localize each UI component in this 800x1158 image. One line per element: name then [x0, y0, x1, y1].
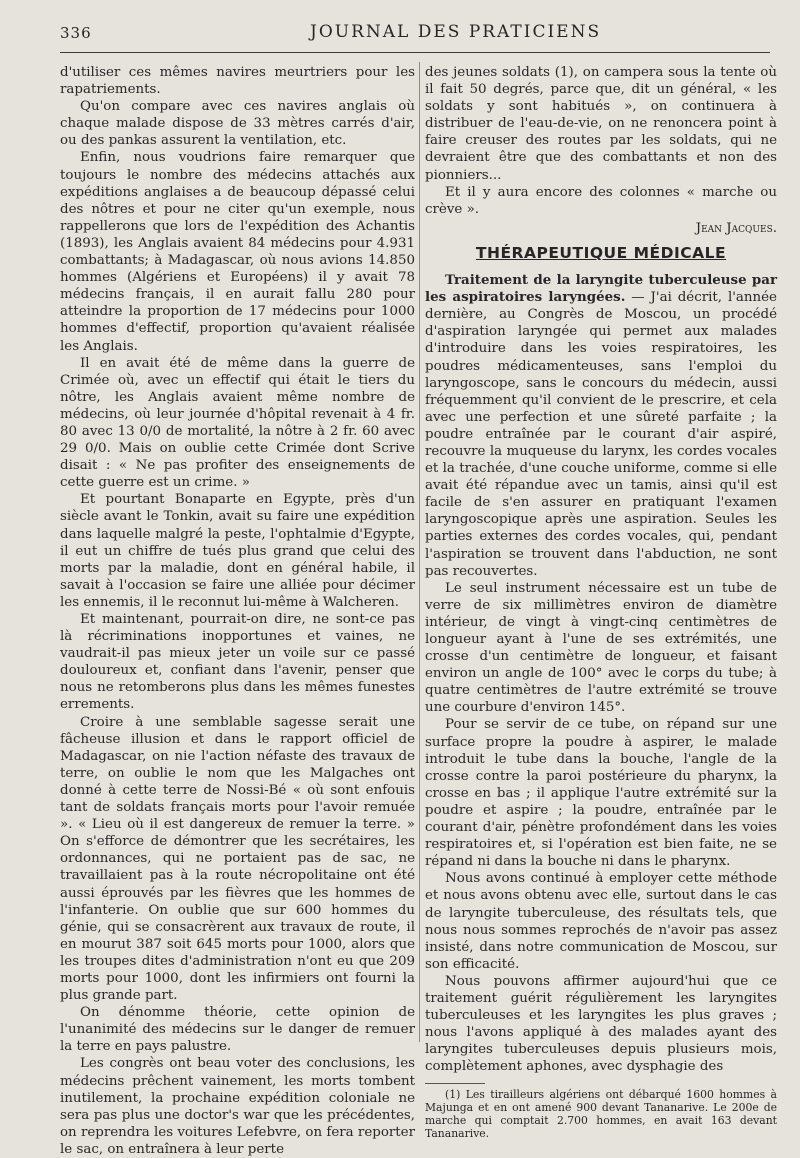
paragraph: Il en avait été de même dans la guerre de Crimée où, avec un effectif qui était le tiers du nôtre, les Anglais avaient même nombre de médecins, où leur journée d'hôpital revenait à 4 fr. 80 avec 13 0/0 de mortalité, la nôtre à 2 fr. 60 avec 29 0/0. Mais on oublie cette Crimée dont Scrive disait : « Ne pas profiter des enseignements de cette guerre est un crime. »: [60, 355, 415, 491]
paragraph: On dénomme théorie, cette opinion de l'unanimité des médecins sur le danger de remuer la terre en pays palustre.: [60, 1005, 415, 1055]
section-heading: THÉRAPEUTIQUE MÉDICALE: [475, 243, 727, 262]
paragraph: d'utiliser ces mêmes navires meurtriers pour les rapatriements.: [60, 65, 415, 98]
paragraph: Le seul instrument nécessaire est un tube de verre de six millimètres environ de diamètre intérieur, de vingt à vingt-cinq centimètres de longueur ayant à l'une de ses extrémités, une crosse d'un centimètre de longueur, et faisant environ un angle de 100° avec le corps du tube; à quatre centimètres de l'autre extrémité se trouve une courbure d'environ 145°.: [425, 580, 777, 716]
paragraph: Et il y aura encore des colonnes « marche ou crève ».: [425, 184, 777, 217]
paragraph: Pour se servir de ce tube, on répand sur une surface propre la poudre à aspirer, le malade introduit le tube dans la bouche, l'angle de la crosse contre la paroi postérieure du pharynx, la crosse en bas ; il applique l'autre extrémité sur la poudre et aspire ; la poudre, entraînée par le courant d'air, pénètre profondément dans les voies respiratoires et, si l'opération est bien faite, ne se répand ni dans la bouche ni dans le pharynx.: [425, 717, 777, 870]
article-title: Traitement de la laryngite tuberculeuse par les aspiratoires laryngées.: [425, 272, 777, 306]
paragraph: Nous pouvons affirmer aujourd'hui que ce traitement guérit régulièrement les laryngites tuberculeuses et les laryngites les plus graves ; nous l'avons appliqué à des malades ayant des laryngites tuberculeuses depuis plusieurs mois, complètement aphones, avec dysphagie des: [425, 973, 777, 1075]
paragraph: Enfin, nous voudrions faire remarquer que toujours le nombre des médecins attachés aux expéditions anglaises a de beaucoup dépassé celui des nôtres et pour ne citer qu'un exemple, nous rappellerons que lors de l'expédition des Achantis (1893), les Anglais avaient 84 médecins pour 4.931 combattants; à Madagascar, où nous avions 14.850 hommes (Algériens et Européens) il y avait 78 médecins français, il en aurait fallu 280 pour atteindre la proportion de 17 médecins pour 1000 hommes d'effectif, proportion qu'avaient réalisée les Anglais.: [60, 150, 415, 354]
article-lead-paragraph: [425, 272, 777, 580]
footnote-rule: [425, 1083, 485, 1084]
author-signature: Jean Jacques.: [695, 220, 777, 236]
right-column: [425, 64, 777, 1140]
journal-title: JOURNAL DES PRATICIENS: [310, 22, 602, 42]
left-column: [60, 64, 415, 1158]
paragraph: Nous avons continué à employer cette méthode et nous avons obtenu avec elle, surtout dans le cas de laryngite tuberculeuse, des résultats tels, que nous nous sommes reprochés de n'avoir pas assez insisté, dans notre communication de Moscou, sur son efficacité.: [425, 871, 777, 972]
article-lead-text: — J'ai décrit, l'année dernière, au Congrès de Moscou, un procédé d'aspiration laryngée qui permet aux malades d'introduire dans les voies respiratoires, les poudres médicamenteuses, sans l'emploi du laryngoscope, sans le concours du médecin, aussi fréquemment qu'il convient de le prescrire, et cela avec une perfection et une sûreté parfaite ; la poudre entraînée par le courant d'air aspiré, recouvre la muqueuse du larynx, les cordes vocales et la trachée, d'une couche uniforme, comme si elle avait été répandue avec un tamis, ainsi qu'il est facile de s'en assurer en pratiquant l'examen laryngoscopique après une aspiration. Seules les parties externes des cordes vocales, qui, pendant l'aspiration se trouvent dans l'abduction, ne sont pas recouvertes.: [425, 290, 777, 579]
paragraph: Croire à une semblable sagesse serait une fâcheuse illusion et dans le rapport officiel de Madagascar, on nie l'action néfaste des travaux de terre, on oublie le nom que les Malgaches ont donné à cette terre de Nossi-Bé « où sont enfouis tant de soldats français morts pour l'avoir remuée ». « Lieu où il est dangereux de remuer la terre. » On s'efforce de démontrer que les secrétaires, les ordonnances, qui ne portaient pas de sac, ne travaillaient pas à la route nécropolitaine ont été aussi éprouvés par les fièvres que les hommes de l'infanterie. On oublie que sur 600 hommes du génie, qui se consacrèrent aux travaux de route, il en mourut 387 soit 645 morts pour 1000, alors que les troupes dites d'administration n'ont eu que 209 morts pour 1000, dont les infirmiers ont fourni la plus grande part.: [60, 714, 415, 1004]
paragraph: Qu'on compare avec ces navires anglais où chaque malade dispose de 33 mètres carrés d'air, ou des pankas assurent la ventilation, etc.: [60, 99, 415, 149]
header-rule: [60, 52, 770, 53]
page-header: [60, 22, 770, 50]
footnote: (1) Les tirailleurs algériens ont débarqué 1600 hommes à Majunga et en ont amené 900 devant Tananarive. Le 200e de marche qui comptait 2.700 hommes, en avait 163 devant Tananarive.: [425, 1088, 777, 1141]
paragraph: des jeunes soldats (1), on campera sous la tente où il fait 50 degrés, parce que, dit un général, « les soldats y sont habitués », on continuera à distribuer de l'eau-de-vie, on ne renoncera point à faire creuser des routes par les soldats, qui ne devraient être que des combattants et non des pionniers...: [425, 65, 777, 183]
paragraph: Et pourtant Bonaparte en Egypte, près d'un siècle avant le Tonkin, avait su faire une expédition dans laquelle malgré la peste, l'ophtalmie d'Egypte, il eut un chiffre de tués plus grand que celui des morts par la maladie, dont en général habile, il savait à l'occasion se faire une alliée pour décimer les ennemis, il le reconnut lui-même à Walcheren.: [60, 492, 415, 610]
paragraph: Et maintenant, pourrait-on dire, ne sont-ce pas là récriminations inopportunes et vaines, ne vaudrait-il pas mieux jeter un voile sur ce passé douloureux et, confiant dans l'avenir, penser que nous ne retomberons plus dans les mêmes funestes errements.: [60, 612, 415, 713]
column-divider: [419, 62, 420, 1042]
paragraph: Les congrès ont beau voter des conclusions, les médecins prêchent vainement, les morts tombent inutilement, la prochaine expédition coloniale ne sera pas plus une doctor's war que les précédentes, on reprendra les voitures Lefebvre, on fera reporter le sac, on entraînera à leur perte: [60, 1056, 415, 1157]
page-number: 336: [60, 24, 92, 42]
